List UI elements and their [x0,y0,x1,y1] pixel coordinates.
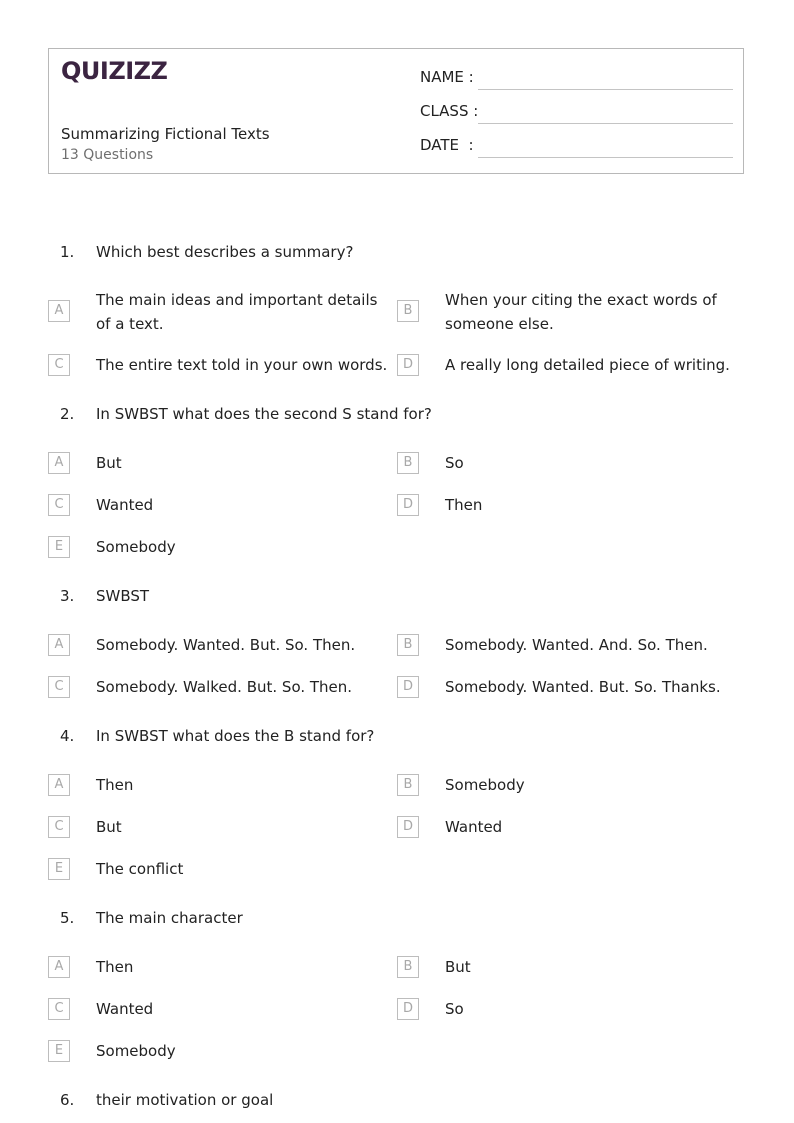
option-letter-box[interactable]: B [397,452,419,474]
option-text: The main ideas and important details of a text. [96,291,378,333]
class-field[interactable] [420,100,733,124]
option-letter-box[interactable]: D [397,816,419,838]
class-line[interactable] [478,123,733,124]
option-text: The conflict [96,860,184,878]
question-text: Which best describes a summary? [96,243,354,261]
option-letter-box[interactable]: D [397,494,419,516]
date-line[interactable] [478,157,733,158]
question-number: 3. [60,587,75,605]
option-text: But [96,818,122,836]
option-letter-box[interactable]: E [48,1040,70,1062]
option-letter-box[interactable]: E [48,858,70,880]
option-letter-box[interactable]: A [48,300,70,322]
option-text: Somebody. Wanted. But. So. Thanks. [445,678,721,696]
option-letter-box[interactable]: D [397,676,419,698]
option-text: Somebody. Walked. But. So. Then. [96,678,353,696]
option-letter-box[interactable]: D [397,354,419,376]
option-text: Then [96,776,134,794]
option-letter-box[interactable]: A [48,634,70,656]
option-letter-box[interactable]: B [397,956,419,978]
option-text: So [445,1000,464,1018]
option-letter-box[interactable]: A [48,774,70,796]
question-text: their motivation or goal [96,1091,274,1109]
name-field[interactable] [420,66,733,90]
option-text: Somebody [96,1042,176,1060]
option-letter-box[interactable]: C [48,354,70,376]
option-letter-box[interactable]: C [48,816,70,838]
worksheet-title: Summarizing Fictional Texts [61,125,270,143]
date-label: DATE : [420,136,474,154]
option-text: The entire text told in your own words. [96,356,388,374]
date-field[interactable] [420,134,733,158]
question-number: 1. [60,243,75,261]
question-text: The main character [96,909,243,927]
option-letter-box[interactable]: B [397,300,419,322]
question-text: SWBST [96,587,150,605]
option-text: Somebody [96,538,176,556]
option-text: Wanted [96,1000,154,1018]
option-text: But [445,958,471,976]
option-text: A really long detailed piece of writing. [445,356,730,374]
option-text: Somebody. Wanted. But. So. Then. [96,636,356,654]
option-letter-box[interactable]: C [48,998,70,1020]
name-line[interactable] [478,89,733,90]
question-number: 2. [60,405,75,423]
option-letter-box[interactable]: D [397,998,419,1020]
option-text: Somebody. Wanted. And. So. Then. [445,636,708,654]
option-text: But [96,454,122,472]
option-text: Then [96,958,134,976]
question-count: 13 Questions [61,147,154,163]
question-text: In SWBST what does the second S stand for? [96,405,432,423]
option-text: Wanted [445,818,503,836]
option-letter-box[interactable]: C [48,676,70,698]
quizizz-logo: QUIZIZZ [61,57,168,85]
option-text: So [445,454,464,472]
option-letter-box[interactable]: A [48,956,70,978]
class-label: CLASS : [420,102,479,120]
question-text: In SWBST what does the B stand for? [96,727,375,745]
option-letter-box[interactable]: A [48,452,70,474]
option-text: Somebody [445,776,525,794]
option-text: When your citing the exact words of someone else. [445,291,717,333]
option-letter-box[interactable]: E [48,536,70,558]
option-letter-box[interactable]: C [48,494,70,516]
option-text: Then [445,496,483,514]
question-number: 6. [60,1091,75,1109]
option-letter-box[interactable]: B [397,634,419,656]
worksheet-header [48,48,744,174]
option-text: Wanted [96,496,154,514]
question-number: 4. [60,727,75,745]
name-label: NAME : [420,68,474,86]
question-number: 5. [60,909,75,927]
option-letter-box[interactable]: B [397,774,419,796]
